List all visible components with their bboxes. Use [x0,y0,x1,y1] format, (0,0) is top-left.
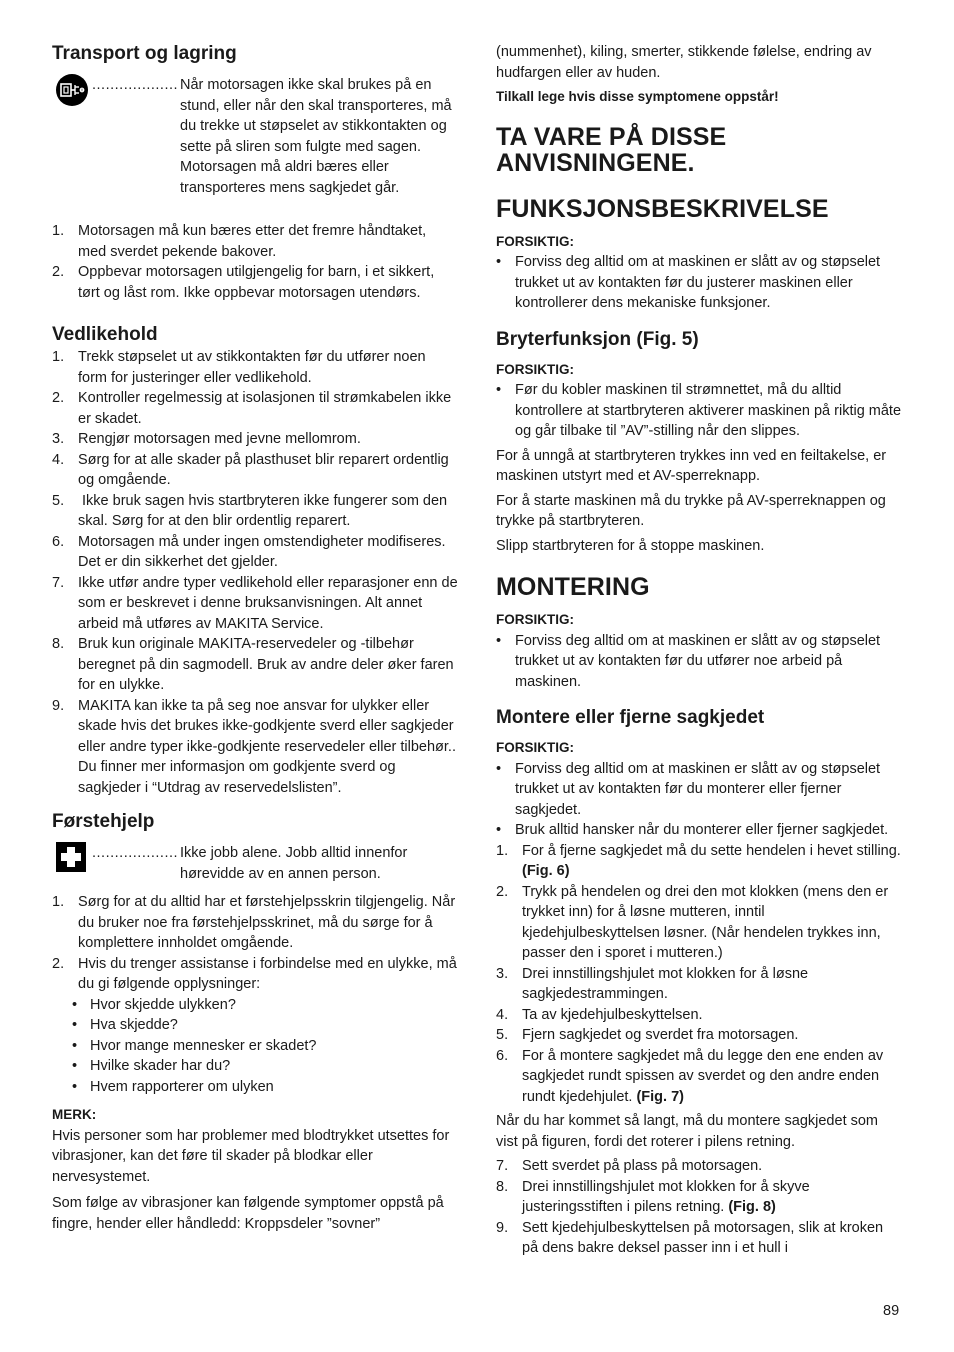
chain-heading: Montere eller fjerne sagkjedet [496,707,765,728]
list-item: 7. Sett sverdet på plass på motorsagen. [496,1158,763,1174]
leader-dots: ................... [92,845,179,861]
maintenance-heading: Vedlikehold [52,324,158,345]
firstaid-heading: Førstehjelp [52,811,155,832]
symptoms-continued: (nummenhet), kiling, smerter, stikkende følelse, endring av hudfargen eller av huden. [496,44,872,81]
list-item: 8. Bruk kun originale MAKITA-reservedeler og -tilbehør beregnet på din sagmodell. Bruk av andre deler øker faren for en ulykke. [52,636,454,693]
assembly-bullets [496,631,902,693]
caution-label: FORSIKTIG: [496,740,574,755]
firstaid-icon-text: Ikke jobb alene. Jobb alltid innenfor hørevidde av en annen person. [180,845,408,882]
transport-heading: Transport og lagring [52,43,237,64]
switch-heading: Bryterfunksjon (Fig. 5) [496,328,699,350]
questions-list [52,995,458,1098]
list-item: 3. Drei innstillingshjulet mot klokken for å løsne sagkjedestrammingen. [496,965,809,1002]
caution-label: FORSIKTIG: [496,612,574,627]
list-item: • Hvem rapporterer om ulyken [72,1078,274,1095]
list-item: 6. Motorsagen må under ingen omstendigheter modifiseres. Det er din sikkerhet det gjelder. [52,533,454,570]
page-number: 89 [883,1303,900,1319]
switch-paragraph-1: For å unngå at startbryteren trykkes inn ved en feiltakelse, er maskinen utstyrt med et AV-sperreknapp. [496,447,887,484]
note-label: MERK: [52,1107,97,1122]
transport-list [52,221,458,303]
left-column [52,42,458,1234]
list-item: • Bruk alltid hansker når du monterer eller fjerner sagkjedet. [496,822,889,838]
right-column [496,42,902,1259]
list-item: 2. Trykk på hendelen og drei den mot klokken (mens den er trykket inn) for å løsne mutteren, inntil kjedehjulbeskyttelsen løsner. (Når hendelen trykkes inn, passer den i sporet i mutteren.) [496,883,889,961]
keep-instructions-heading: TA VARE PÅ DISSE ANVISNINGENE. [496,122,727,177]
list-item: • Hva skjedde? [72,1017,178,1033]
leader-dots: ................... [92,77,179,93]
assembly-heading: MONTERING [496,573,650,601]
unplug-icon [56,74,88,106]
symptoms-text: Som følge av vibrasjoner kan følgende symptomer oppstå på fingre, hender eller håndledd: Kroppsdeler ”sovner” [52,1195,444,1232]
first-aid-cross-icon [56,842,88,874]
chain-steps-b [496,1156,902,1259]
doctor-warning: Tilkall lege hvis disse symptomene oppstår! [496,89,779,104]
list-item: 4. Sørg for at alle skader på plasthuset blir reparert ordentlig og omgående. [52,451,449,488]
chain-bullets [496,759,902,841]
list-item: 1. Trekk støpselet ut av stikkontakten før du utfører noen form for justeringer eller vedlikehold. [52,349,426,386]
note-text: Hvis personer som har problemer med blodtrykket utsettes for vibrasjoner, kan det føre til skader på blodkar eller nervesystemet. [52,1127,450,1185]
switch-bullets [496,380,902,442]
list-item: 2. Oppbevar motorsagen utilgjengelig for barn, i et sikkert, tørt og låst rom. Ikke oppbevar motorsagen utendørs. [52,264,435,301]
list-item: 8. Drei innstillingshjulet mot klokken for å skyve justeringsstiften i pilens retning. (Fig. 8) [496,1178,810,1215]
list-item: 5. Ikke bruk sagen hvis startbryteren ikke fungerer som den skal. Sørg for at den blir ordentlig reparert. [52,492,452,529]
list-item: • Før du kobler maskinen til strømnettet, må du alltid kontrollere at startbryteren aktiverer maskinen på riktig måte og går tilbake til ”AV”-stilling når den slippes. [496,382,902,439]
list-item: 1. For å fjerne sagkjedet må du sette hendelen i hevet stilling. (Fig. 6) [496,842,901,879]
chain-mid-text: Når du har kommet så langt, må du montere sagkjedet som vist på figuren, fordi det roterer i pilens retning. [496,1113,879,1150]
caution-label: FORSIKTIG: [496,233,574,249]
list-item: • Hvor skjedde ulykken? [72,996,236,1013]
list-item: 6. For å montere sagkjedet må du legge den ene enden av sagkjedet rundt spissen av sverdet og den andre enden rundt kjedehjulet. (Fig. 7) [496,1047,884,1105]
transport-icon-row [52,74,458,209]
list-item: 5. Fjern sagkjedet og sverdet fra motorsagen. [496,1027,799,1043]
caution-label: FORSIKTIG: [496,361,574,377]
firstaid-icon-row [52,842,458,884]
switch-paragraph-2: For å starte maskinen må du trykke på AV-sperreknappen og trykke på startbryteren. [496,492,886,529]
list-item: • Hvilke skader har du? [72,1058,231,1074]
firstaid-list [52,892,458,995]
chain-steps-a [496,841,902,1108]
list-item: • Forviss deg alltid om at maskinen er slått av og støpselet trukket ut av kontakten før du monterer eller fjerner sagkjedet. [496,760,881,818]
list-item: 1. Motorsagen må kun bæres etter det fremre håndtaket, med sverdet pekende bakover. [52,223,427,260]
list-item: 2. Hvis du trenger assistanse i forbindelse med en ulykke, må du gi følgende opplysninger: [52,955,457,992]
list-item: 3. Rengjør motorsagen med jevne mellomrom. [52,431,361,447]
list-item: 1. Sørg for at du alltid har et førstehjelpsskrin tilgjengelig. Når du bruker noe fra førstehjelpsskrinet, må du sørge for å komplettere innholdet omgående. [52,894,456,951]
list-item: 4. Ta av kjedehjulbeskyttelsen. [496,1006,703,1023]
list-item: • Forviss deg alltid om at maskinen er slått av og støpselet trukket ut av kontakten før du utfører noe arbeid på maskinen. [496,632,881,690]
list-item: 2. Kontroller regelmessig at isolasjonen til strømkabelen ikke er skadet. [52,390,452,427]
list-item: 9. Sett kjedehjulbeskyttelsen på motorsagen, slik at kroken på dens bakre deksel passer inn i et hull i [496,1219,884,1256]
list-item: 7. Ikke utfør andre typer vedlikehold eller reparasjoner enn de som er beskrevet i denne bruksanvisningen. Alt annet arbeid må utføres av MAKITA Service. [52,574,458,632]
function-heading: FUNKSJONSBESKRIVELSE [496,194,829,223]
function-bullets [496,252,902,314]
list-item: • Hvor mange mennesker er skadet? [72,1037,317,1054]
list-item: • Forviss deg alltid om at maskinen er slått av og støpselet trukket ut av kontakten før du justerer maskinen eller kontrollerer dens mekaniske funksjoner. [496,254,881,311]
maintenance-list [52,347,458,798]
list-item: 9. MAKITA kan ikke ta på seg noe ansvar for ulykker eller skade hvis det brukes ikke-godkjente sverd eller sagkjeder eller andre typer ikke-godkjente reservedeler eller tilbehør.. Du finner mer informasjon om godkjente sverd og sagkjeder i “Utdrag av reservedelslisten”. [52,697,456,796]
transport-icon-text: Når motorsagen ikke skal brukes på en stund, eller når den skal transporteres, må du trekke ut støpselet av stikkontakten og sette på sliren som fulgte med sagen. Motorsagen må aldri bæres eller transporteres mens sagkjedet går. [180,77,452,196]
switch-paragraph-3: Slipp startbryteren for å stoppe maskinen. [496,537,765,554]
